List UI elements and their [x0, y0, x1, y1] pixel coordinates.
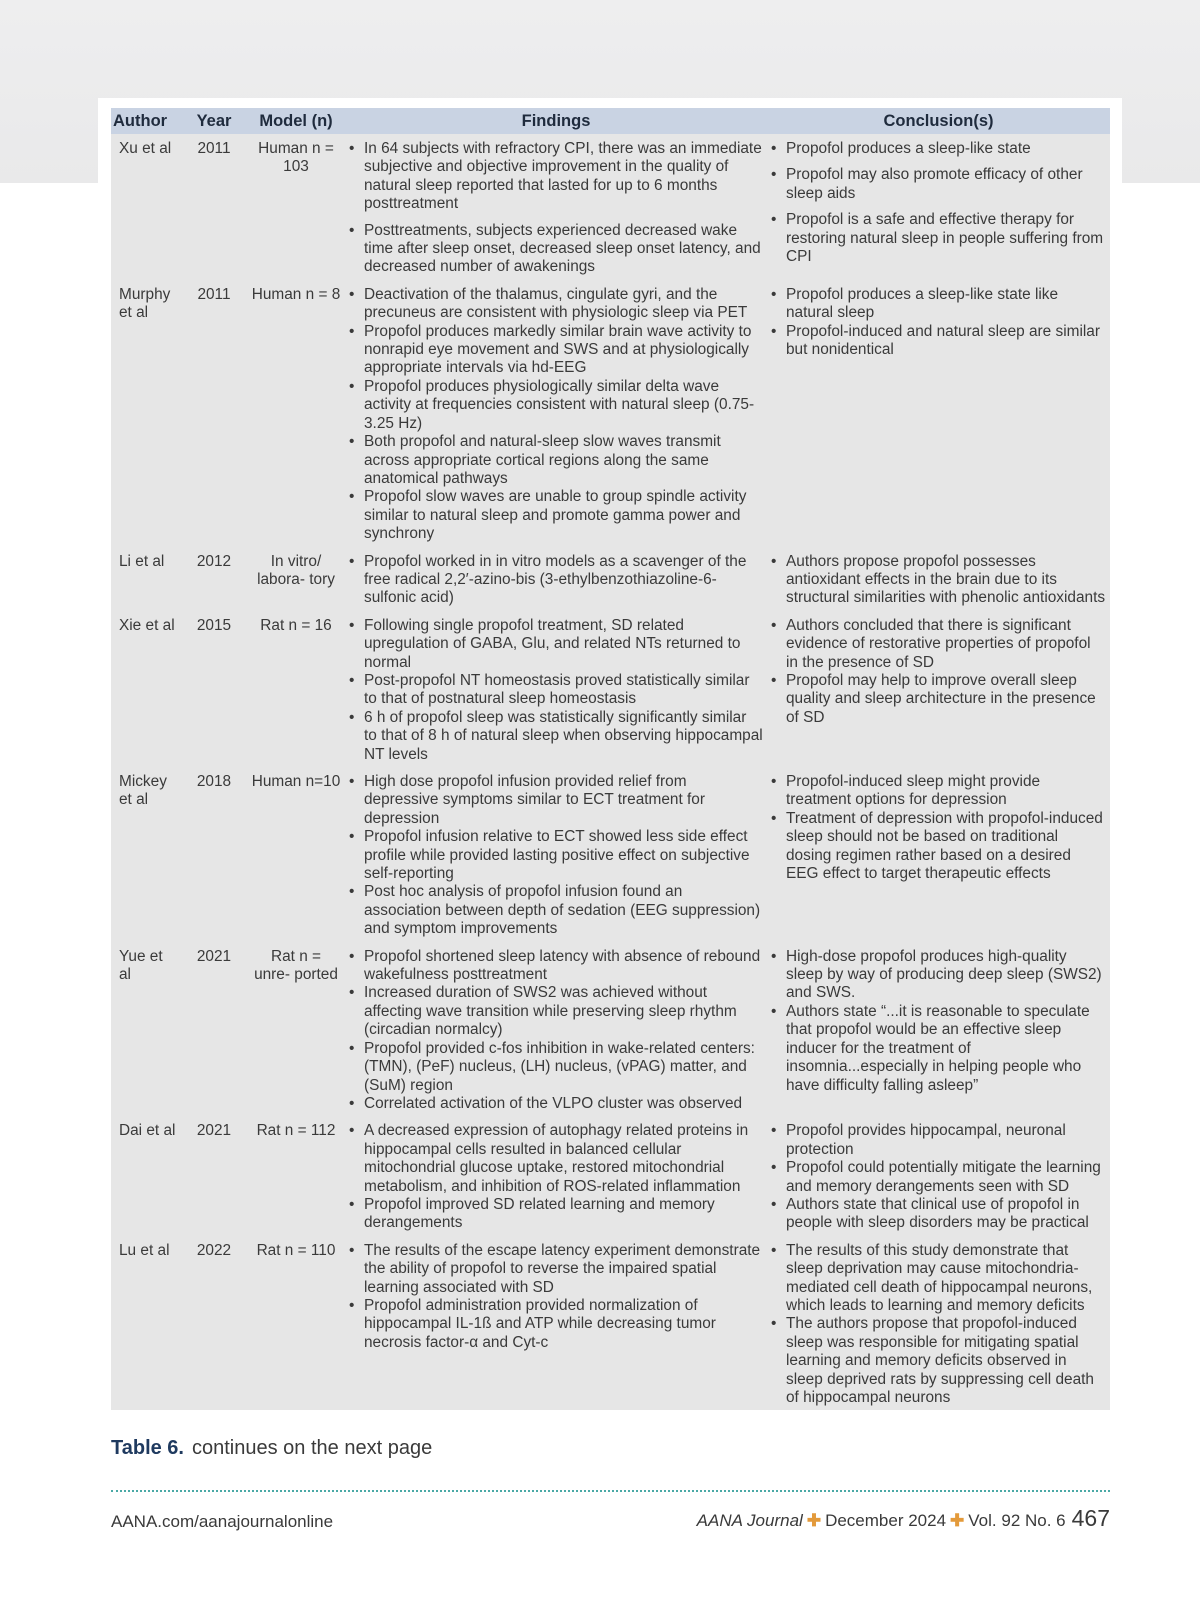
footer-journal: AANA Journal	[696, 1511, 803, 1530]
conclusions-cell	[767, 611, 1110, 767]
findings-cell	[345, 942, 767, 1117]
findings-cell-list	[349, 140, 763, 277]
footer-dotted-rule	[111, 1490, 1110, 1492]
table-header-row	[111, 108, 1110, 134]
year-cell: 2012	[196, 552, 232, 570]
table-row	[111, 134, 1110, 280]
findings-cell	[345, 280, 767, 547]
bullet-item: • Propofol worked in in vitro models as a scavenger of the free radical 2,2′-azino-bis (3-ethylbenzothiazoline-6-sulfonic acid)	[349, 553, 763, 608]
bullet-item: • Both propofol and natural-sleep slow waves transmit across appropriate cortical regions along the same anatomical pathways	[349, 433, 763, 488]
bullet-item: • Correlated activation of the VLPO cluster was observed	[349, 1095, 763, 1113]
conclusions-cell-list	[771, 286, 1106, 360]
year-cell: 2011	[197, 285, 231, 303]
author-cell: Xu et al	[119, 140, 172, 157]
conclusions-cell-list	[771, 948, 1106, 1095]
bullet-item: • The results of this study demonstrate that sleep deprivation may cause mitochondria-mediated cell death of hippocampal neurons, which leads to learning and memory deficits	[771, 1242, 1106, 1316]
model-cell: Human n = 8	[251, 285, 341, 303]
bullet-item: • The results of the escape latency experiment demonstrate the ability of propofol to reverse the impaired spatial learning associated with SD	[349, 1242, 763, 1297]
header-author: Author	[111, 108, 181, 134]
bullet-item: • High dose propofol infusion provided relief from depressive symptoms similar to ECT treatment for depression	[349, 773, 763, 828]
plus-icon: ✚	[806, 1511, 822, 1530]
bullet-item: • High-dose propofol produces high-quality sleep by way of producing deep sleep (SWS2) and SWS.	[771, 948, 1106, 1003]
author-cell: Lu et al	[119, 1241, 170, 1259]
findings-cell-list	[349, 1122, 763, 1232]
conclusions-cell	[767, 767, 1110, 942]
bullet-item: • Authors state “...it is reasonable to speculate that propofol would be an effective sleep inducer for the treatment of insomnia...especially in helping people who have difficulty falling asleep”	[771, 1003, 1106, 1095]
year-cell: 2018	[196, 773, 232, 790]
conclusions-cell-list	[771, 617, 1106, 727]
bullet-item: • Propofol infusion relative to ECT showed less side effect profile while provided lasting positive effect on subjective self-reporting	[349, 828, 763, 883]
table-row	[111, 942, 1110, 1117]
page-number: 467	[1071, 1505, 1110, 1531]
bullet-item: • Following single propofol treatment, SD related upregulation of GABA, Glu, and related NTs returned to normal	[349, 617, 763, 672]
footer-volume: Vol. 92 No. 6	[968, 1511, 1066, 1530]
footer-citation	[697, 1505, 1110, 1532]
bullet-item: • Deactivation of the thalamus, cingulate gyri, and the precuneus are consistent with physiologic sleep via PET	[349, 286, 763, 323]
year-cell: 2021	[196, 947, 232, 965]
bullet-item: • Posttreatments, subjects experienced decreased wake time after sleep onset, decreased sleep onset latency, and decreased number of awakenings	[349, 222, 763, 277]
findings-cell-list	[349, 286, 763, 544]
model-cell: Rat n = 112	[256, 1122, 336, 1140]
model-cell: Rat n = unre- ported	[254, 947, 338, 984]
table-row	[111, 1236, 1110, 1411]
year-cell: 2022	[196, 1241, 232, 1259]
bullet-item: • Propofol produces markedly similar brain wave activity to nonrapid eye movement and SWS and at physiologically appropriate intervals via hd-EEG	[349, 323, 763, 378]
bullet-item: • Propofol is a safe and effective therapy for restoring natural sleep in people suffering from CPI	[771, 211, 1106, 266]
bullet-item: • Propofol produces physiologically similar delta wave activity at frequencies consistent with natural sleep (0.75-3.25 Hz)	[349, 378, 763, 433]
year-cell: 2011	[197, 140, 231, 157]
author-cell: Yue et al	[119, 947, 163, 984]
table-row	[111, 767, 1110, 942]
table-row	[111, 611, 1110, 767]
bullet-item: • Propofol may help to improve overall sleep quality and sleep architecture in the presence of SD	[771, 672, 1106, 727]
table-6	[111, 108, 1110, 1410]
conclusions-cell	[767, 942, 1110, 1117]
author-cell: Dai et al	[119, 1122, 176, 1140]
footer-date: December 2024	[825, 1511, 947, 1530]
bullet-item: • 6 h of propofol sleep was statistically significantly similar to that of 8 h of natural sleep when observing hippocampal NT levels	[349, 709, 763, 764]
bullet-item: • Post-propofol NT homeostasis proved statistically similar to that of postnatural sleep homeostasis	[349, 672, 763, 709]
model-cell: In vitro/ labora- tory	[257, 552, 335, 588]
findings-cell	[345, 767, 767, 942]
header-conclusions: Conclusion(s)	[767, 108, 1110, 134]
bullet-item: • Propofol could potentially mitigate the learning and memory derangements seen with SD	[771, 1159, 1106, 1196]
bullet-item: • Authors concluded that there is significant evidence of restorative properties of propofol in the presence of SD	[771, 617, 1106, 672]
bullet-item: • Propofol improved SD related learning and memory derangements	[349, 1196, 763, 1233]
model-cell: Human n = 103	[258, 140, 334, 176]
bullet-item: • Propofol administration provided normalization of hippocampal IL-1ß and ATP while decreasing tumor necrosis factor-α and Cyt-c	[349, 1297, 763, 1352]
bullet-item: • Propofol-induced sleep might provide treatment options for depression	[771, 773, 1106, 810]
caption-label: Table 6.	[111, 1437, 184, 1459]
table-row	[111, 547, 1110, 611]
table-caption	[111, 1437, 432, 1460]
bullet-item: • Propofol shortened sleep latency with absence of rebound wakefulness posttreatment	[349, 948, 763, 985]
bullet-item: • Propofol provides hippocampal, neuronal protection	[771, 1122, 1106, 1159]
author-cell: Li et al	[119, 552, 165, 570]
bullet-item: • Post hoc analysis of propofol infusion found an association between depth of sedation (EEG suppression) and symptom improvements	[349, 883, 763, 938]
conclusions-cell	[767, 280, 1110, 547]
author-cell: Murphy et al	[119, 285, 171, 322]
conclusions-cell	[767, 547, 1110, 611]
table-row	[111, 1116, 1110, 1235]
year-cell: 2015	[196, 616, 232, 634]
bullet-item: • Authors state that clinical use of propofol in people with sleep disorders may be practical	[771, 1196, 1106, 1233]
findings-cell-list	[349, 948, 763, 1114]
findings-cell	[345, 1236, 767, 1411]
author-cell: Xie et al	[119, 616, 175, 634]
footer-website: AANA.com/aanajournalonline	[111, 1512, 334, 1531]
bullet-item: • Propofol produces a sleep-like state like natural sleep	[771, 286, 1106, 323]
model-cell: Rat n = 110	[256, 1241, 336, 1259]
model-cell: Rat n = 16	[260, 616, 332, 634]
bullet-item: • The authors propose that propofol-induced sleep was responsible for mitigating spatial learning and memory deficits observed in sleep deprived rats by suppressing cell death of hippocampal neurons	[771, 1315, 1106, 1407]
conclusions-cell-list	[771, 1242, 1106, 1408]
findings-cell	[345, 134, 767, 280]
findings-cell	[345, 1116, 767, 1235]
conclusions-cell-list	[771, 140, 1106, 266]
table-row	[111, 280, 1110, 547]
model-cell: Human n=10	[251, 773, 341, 790]
bullet-item: • Propofol provided c-fos inhibition in wake-related centers: (TMN), (PeF) nucleus, (LH) nucleus, (vPAG) matter, and (SuM) region	[349, 1040, 763, 1095]
findings-cell	[345, 611, 767, 767]
conclusions-cell	[767, 1116, 1110, 1235]
bullet-item: • A decreased expression of autophagy related proteins in hippocampal cells resulted in balanced cellular mitochondrial glucose uptake, restored mitochondrial metabolism, and inhibition of ROS-related inflammation	[349, 1122, 763, 1196]
bullet-item: • Propofol-induced and natural sleep are similar but nonidentical	[771, 323, 1106, 360]
header-model: Model (n)	[247, 108, 345, 134]
bullet-item: • Increased duration of SWS2 was achieved without affecting wave transition while preserving sleep rhythm (circadian normalcy)	[349, 984, 763, 1039]
bullet-item: • Propofol produces a sleep-like state	[771, 140, 1106, 158]
header-findings: Findings	[345, 108, 767, 134]
header-year: Year	[181, 108, 247, 134]
conclusions-cell	[767, 134, 1110, 280]
table-body	[111, 134, 1110, 1410]
findings-cell-list	[349, 773, 763, 939]
bullet-item: • Treatment of depression with propofol-induced sleep should not be based on traditional dosing regimen rather based on a desired EEG effect to target therapeutic effects	[771, 810, 1106, 884]
bullet-item: • Propofol may also promote efficacy of other sleep aids	[771, 166, 1106, 203]
bullet-item: • Propofol slow waves are unable to group spindle activity similar to natural sleep and promote gamma power and synchrony	[349, 488, 763, 543]
conclusions-cell-list	[771, 553, 1106, 608]
findings-cell-list	[349, 1242, 763, 1352]
conclusions-cell-list	[771, 773, 1106, 883]
conclusions-cell-list	[771, 1122, 1106, 1232]
findings-cell-list	[349, 617, 763, 764]
year-cell: 2021	[196, 1122, 232, 1140]
bullet-item: • Authors propose propofol possesses antioxidant effects in the brain due to its structural similarities with phenolic antioxidants	[771, 553, 1106, 608]
bullet-item: • In 64 subjects with refractory CPI, there was an immediate subjective and objective improvement in the quality of natural sleep reported that lasted for up to 6 months posttreatment	[349, 140, 763, 214]
findings-cell	[345, 547, 767, 611]
author-cell: Mickey et al	[119, 773, 167, 809]
findings-cell-list	[349, 553, 763, 608]
conclusions-cell	[767, 1236, 1110, 1411]
caption-text: continues on the next page	[192, 1437, 433, 1459]
plus-icon: ✚	[950, 1511, 965, 1530]
